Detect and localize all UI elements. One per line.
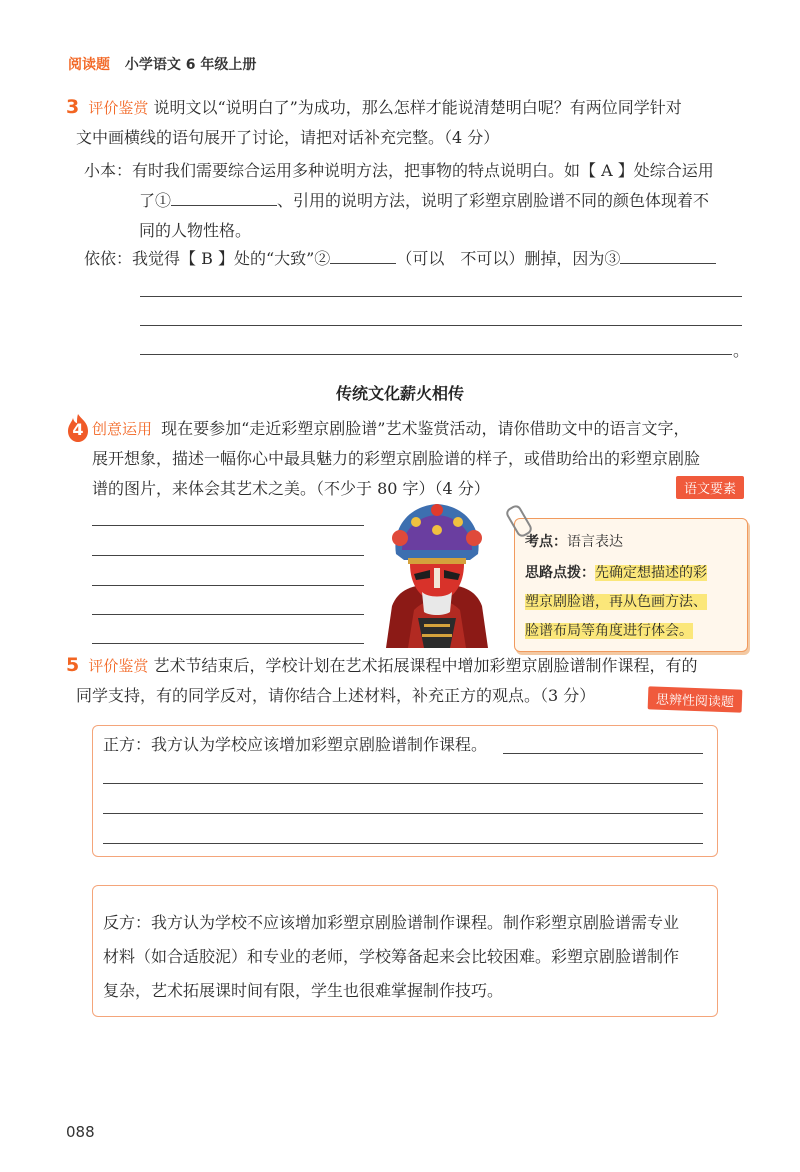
answer-line[interactable]	[503, 753, 703, 754]
section-title: 传统文化薪火相传	[335, 384, 464, 403]
q3-text-line2: 文中画横线的语句展开了讨论，请把对话补充完整。（4 分）	[76, 128, 500, 147]
con-statement	[103, 906, 679, 1008]
q4-tag: 创意运用	[92, 420, 153, 438]
q4-text-line3: 谱的图片，来体会其艺术之美。（不少于 80 字）（4 分）	[92, 479, 490, 498]
question-3	[66, 92, 756, 153]
silu-line2: 塑京剧脸谱，再从色画方法、	[525, 594, 707, 610]
q3-number: 3	[66, 96, 80, 118]
badge-sibianxing: 思辨性阅读题	[648, 686, 743, 712]
q3-yiyi	[84, 244, 756, 274]
q5-text-line2: 同学支持，有的同学反对，请你结合上述材料，补充正方的观点。（3 分）	[76, 686, 596, 705]
con-line1: 反方：我方认为学校不应该增加彩塑京剧脸谱制作课程。制作彩塑京剧脸谱需专业	[103, 913, 680, 932]
page-header	[68, 54, 256, 74]
silu-label: 思路点拨：	[525, 565, 595, 581]
page-number: 088	[66, 1123, 95, 1141]
xiaoben-label: 小本：	[84, 161, 133, 180]
q4-text-line2: 展开想象，描述一幅你心中最具魅力的彩塑京剧脸谱的样子，或借助给出的彩塑京剧脸	[92, 449, 701, 468]
answer-blank-2[interactable]	[330, 245, 396, 264]
q3-text-line1: 说明文以“说明白了”为成功，那么怎样才能说清楚明白呢？有两位同学针对	[153, 98, 682, 117]
con-side-box	[92, 885, 718, 1017]
yiyi-line1b: （可以 不可以）删掉，因为③	[396, 249, 621, 268]
note-silu	[525, 559, 707, 646]
flame-number-badge	[64, 413, 92, 443]
pro-statement: 正方：我方认为学校应该增加彩塑京剧脸谱制作课程。	[103, 735, 488, 754]
badge-yuwen-yaosu: 语文要素	[676, 476, 744, 499]
q3-tag: 评价鉴赏	[88, 99, 149, 117]
q5-number: 5	[66, 654, 80, 676]
xiaoben-line1: 有时我们需要综合运用多种说明方法，把事物的特点说明白。如【 A 】处综合运用	[132, 161, 714, 180]
con-line2: 材料（如合适胶泥）和专业的老师，学校筹备起来会比较困难。彩塑京剧脸谱制作	[103, 947, 680, 966]
q3-end-mark: 。	[733, 341, 750, 360]
yiyi-line1a: 我觉得【 B 】处的“大致”②	[132, 249, 331, 268]
header-section: 阅读题	[68, 57, 110, 73]
answer-line[interactable]	[92, 614, 364, 615]
answer-line[interactable]	[103, 813, 703, 814]
answer-line[interactable]	[92, 585, 364, 586]
pro-side-box	[92, 725, 718, 857]
kaodian-value: 语言表达	[567, 534, 623, 550]
silu-line1: 先确定想描述的彩	[595, 565, 707, 581]
answer-blank-1[interactable]	[171, 187, 277, 206]
question-4	[92, 414, 762, 444]
q3-xiaoben	[84, 156, 756, 246]
answer-line[interactable]	[140, 296, 742, 297]
q4-number: 4	[72, 420, 84, 439]
xiaoben-line2a: 了①	[139, 191, 172, 210]
answer-blank-3[interactable]	[620, 245, 716, 264]
xiaoben-line3: 同的人物性格。	[139, 221, 252, 240]
opera-mask-image	[378, 498, 496, 648]
answer-line[interactable]	[92, 643, 364, 644]
answer-line[interactable]	[92, 555, 364, 556]
yiyi-label: 依依：	[84, 249, 133, 268]
tip-note-card	[514, 518, 748, 652]
q4-text-line1: 现在要参加“走近彩塑京剧脸谱”艺术鉴赏活动，请你借助文中的语言文字，	[161, 419, 690, 438]
con-line3: 复杂，艺术拓展课时间有限，学生也很难掌握制作技巧。	[103, 981, 504, 1000]
q5-text-line1: 艺术节结束后，学校计划在艺术拓展课程中增加彩塑京剧脸谱制作课程，有的	[153, 656, 698, 675]
answer-line[interactable]	[103, 783, 703, 784]
answer-line[interactable]	[92, 525, 364, 526]
answer-line[interactable]	[103, 843, 703, 844]
answer-line[interactable]	[140, 325, 742, 326]
kaodian-label: 考点：	[525, 534, 567, 550]
header-book: 小学语文 6 年级上册	[124, 57, 257, 73]
opera-mask-figure	[378, 498, 496, 648]
silu-line3: 脸谱布局等角度进行体会。	[525, 623, 693, 639]
xiaoben-line2b: 、引用的说明方法，说明了彩塑京剧脸谱不同的颜色体现着不	[277, 191, 710, 210]
answer-line[interactable]	[140, 354, 732, 355]
q5-tag: 评价鉴赏	[88, 657, 149, 675]
note-kaodian	[525, 531, 623, 551]
